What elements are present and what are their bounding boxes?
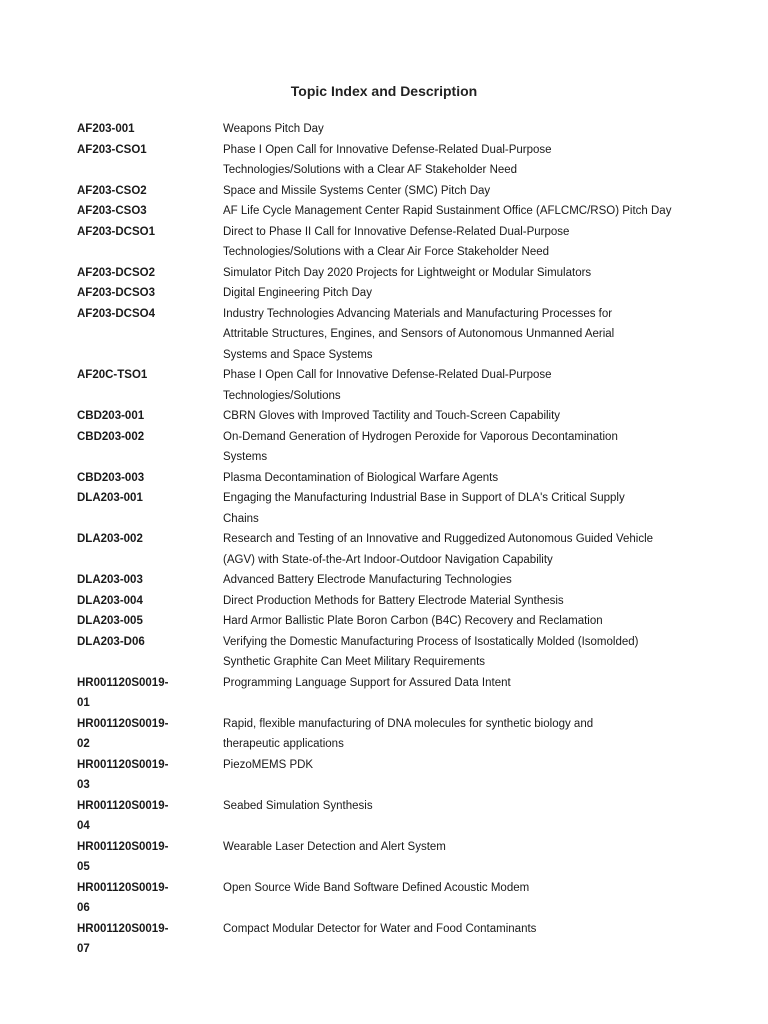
topic-description-line: Attritable Structures, Engines, and Sensors of Autonomous Unmanned Aerial	[223, 328, 615, 340]
topic-description	[223, 919, 717, 940]
topic-code-suffix: 07	[77, 943, 90, 955]
topic-description-line: Compact Modular Detector for Water and Food Contaminants	[223, 922, 537, 935]
topic-row	[77, 796, 717, 837]
topic-code-line: AF203-DCSO4	[77, 307, 155, 320]
topic-code-line: DLA203-002	[77, 533, 143, 545]
topic-code-line: DLA203-003	[77, 574, 143, 586]
topic-code-line: CBD203-001	[77, 410, 145, 422]
topic-description-line: Plasma Decontamination of Biological Warfare Agents	[223, 471, 499, 484]
topic-code	[77, 878, 223, 919]
topic-description-line: Verifying the Domestic Manufacturing Process of Isostatically Molded (Isomolded)	[223, 635, 639, 648]
topic-description	[223, 263, 717, 284]
topic-description-line: Direct to Phase II Call for Innovative Defense-Related Dual-Purpose	[223, 225, 570, 238]
topic-description	[223, 283, 717, 304]
topic-code	[77, 796, 223, 837]
topic-description-line: Synthetic Graphite Can Meet Military Requirements	[223, 656, 486, 668]
topic-description-line: Open Source Wide Band Software Defined Acoustic Modem	[223, 881, 530, 894]
topic-description-line: Engaging the Manufacturing Industrial Base in Support of DLA's Critical Supply	[223, 492, 625, 504]
topic-code	[77, 755, 223, 796]
topic-code-line: AF203-DCSO1	[77, 225, 155, 238]
topic-description-line: Technologies/Solutions with a Clear Air Force Stakeholder Need	[223, 246, 550, 258]
topic-code-suffix: 04	[77, 820, 90, 832]
topic-description-line: On-Demand Generation of Hydrogen Peroxide for Vaporous Decontamination	[223, 430, 618, 443]
topic-code	[77, 140, 223, 161]
topic-code	[77, 181, 223, 202]
topic-description	[223, 673, 717, 694]
topic-description-line: Technologies/Solutions with a Clear AF Stakeholder Need	[223, 164, 518, 176]
topic-description-line: CBRN Gloves with Improved Tactility and Touch-Screen Capability	[223, 410, 561, 422]
topic-description	[223, 611, 717, 632]
topic-code-line: HR001120S0019-	[77, 922, 169, 935]
topic-row	[77, 591, 717, 612]
topic-description-line: Seabed Simulation Synthesis	[223, 799, 373, 812]
topic-description	[223, 837, 717, 858]
topic-code-line: AF203-CSO3	[77, 205, 147, 217]
topic-code-suffix: 02	[77, 738, 90, 750]
topic-code-line: HR001120S0019-	[77, 840, 169, 853]
topic-code	[77, 529, 223, 550]
topic-description	[223, 406, 717, 427]
topic-code	[77, 570, 223, 591]
topic-description	[223, 591, 717, 612]
topic-code-line: DLA203-004	[77, 594, 143, 607]
topic-description	[223, 468, 717, 489]
topic-code	[77, 611, 223, 632]
topic-description-line: Space and Missile Systems Center (SMC) Pitch Day	[223, 184, 491, 197]
topic-description-line: Weapons Pitch Day	[223, 123, 324, 135]
topic-row	[77, 140, 717, 181]
topic-code-line: CBD203-002	[77, 430, 145, 443]
topic-description	[223, 201, 717, 222]
topic-code-line: DLA203-005	[77, 615, 143, 627]
topic-description-line: Rapid, flexible manufacturing of DNA molecules for synthetic biology and	[223, 717, 594, 730]
topic-code	[77, 591, 223, 612]
topic-code-line: DLA203-D06	[77, 635, 145, 648]
topic-index-list	[77, 119, 717, 960]
topic-description	[223, 304, 717, 366]
topic-description	[223, 222, 717, 263]
topic-row	[77, 673, 717, 714]
topic-row	[77, 714, 717, 755]
topic-code-line: DLA203-001	[77, 492, 143, 504]
topic-code-line: AF20C-TSO1	[77, 369, 148, 381]
topic-code	[77, 488, 223, 509]
topic-description	[223, 181, 717, 202]
topic-description-line: PiezoMEMS PDK	[223, 758, 314, 771]
topic-code-line: HR001120S0019-	[77, 799, 169, 812]
topic-code	[77, 304, 223, 325]
topic-row	[77, 201, 717, 222]
topic-code	[77, 837, 223, 878]
topic-code	[77, 283, 223, 304]
topic-description-line: Hard Armor Ballistic Plate Boron Carbon (B4C) Recovery and Reclamation	[223, 615, 603, 627]
topic-row	[77, 119, 717, 140]
topic-code	[77, 201, 223, 222]
topic-description	[223, 570, 717, 591]
topic-code-line: CBD203-003	[77, 471, 145, 484]
topic-code-line: AF203-DCSO2	[77, 266, 155, 279]
topic-description	[223, 365, 717, 406]
topic-description	[223, 755, 717, 776]
topic-description-line: Phase I Open Call for Innovative Defense-Related Dual-Purpose	[223, 369, 552, 381]
topic-description	[223, 632, 717, 673]
topic-description-line: Research and Testing of an Innovative and Ruggedized Autonomous Guided Vehicle	[223, 533, 654, 545]
topic-row	[77, 570, 717, 591]
topic-description	[223, 878, 717, 899]
topic-description-line: AF Life Cycle Management Center Rapid Sustainment Office (AFLCMC/RSO) Pitch Day	[223, 205, 672, 217]
topic-row	[77, 365, 717, 406]
topic-code-suffix: 01	[77, 697, 90, 709]
topic-code	[77, 263, 223, 284]
topic-code	[77, 468, 223, 489]
topic-row	[77, 755, 717, 796]
topic-code	[77, 919, 223, 960]
topic-code	[77, 714, 223, 755]
topic-row	[77, 632, 717, 673]
topic-row	[77, 283, 717, 304]
topic-description-line: Chains	[223, 512, 259, 525]
topic-code-suffix: 03	[77, 779, 90, 791]
topic-description-line: Industry Technologies Advancing Materials and Manufacturing Processes for	[223, 307, 613, 320]
topic-description-line: Systems	[223, 451, 268, 463]
topic-description-line: Digital Engineering Pitch Day	[223, 287, 372, 299]
topic-row	[77, 529, 717, 570]
topic-code	[77, 632, 223, 653]
topic-description	[223, 714, 717, 755]
topic-code	[77, 427, 223, 448]
topic-row	[77, 263, 717, 284]
topic-row	[77, 611, 717, 632]
topic-code-line: HR001120S0019-	[77, 881, 169, 894]
topic-description-line: (AGV) with State-of-the-Art Indoor-Outdoor Navigation Capability	[223, 553, 553, 566]
topic-description-line: Programming Language Support for Assured Data Intent	[223, 676, 511, 689]
topic-description	[223, 796, 717, 817]
topic-description-line: Wearable Laser Detection and Alert System	[223, 840, 446, 853]
topic-row	[77, 181, 717, 202]
topic-description	[223, 427, 717, 468]
topic-code-suffix: 06	[77, 902, 90, 914]
topic-code	[77, 365, 223, 386]
topic-description-line: Advanced Battery Electrode Manufacturing Technologies	[223, 574, 512, 586]
topic-code	[77, 406, 223, 427]
topic-code-line: HR001120S0019-	[77, 758, 169, 771]
topic-description-line: Simulator Pitch Day 2020 Projects for Lightweight or Modular Simulators	[223, 266, 592, 279]
topic-description-line: Direct Production Methods for Battery Electrode Material Synthesis	[223, 594, 564, 607]
topic-code-suffix: 05	[77, 861, 90, 873]
topic-code	[77, 673, 223, 714]
topic-code	[77, 222, 223, 243]
topic-row	[77, 222, 717, 263]
topic-row	[77, 304, 717, 366]
topic-code	[77, 119, 223, 140]
topic-code-line: HR001120S0019-	[77, 676, 169, 689]
topic-description-line: Phase I Open Call for Innovative Defense-Related Dual-Purpose	[223, 143, 552, 156]
topic-row	[77, 878, 717, 919]
topic-description	[223, 119, 717, 140]
topic-description	[223, 488, 717, 529]
topic-row	[77, 919, 717, 960]
topic-code-line: AF203-CSO2	[77, 184, 147, 197]
topic-description-line: Systems and Space Systems	[223, 348, 373, 361]
topic-row	[77, 427, 717, 468]
topic-description-line: Technologies/Solutions	[223, 389, 341, 402]
topic-row	[77, 837, 717, 878]
topic-row	[77, 406, 717, 427]
topic-code-line: AF203-DCSO3	[77, 287, 155, 299]
page-title: Topic Index and Description	[290, 83, 478, 99]
topic-row	[77, 468, 717, 489]
topic-row	[77, 488, 717, 529]
topic-description	[223, 140, 717, 181]
topic-code-line: HR001120S0019-	[77, 717, 169, 730]
topic-description-line: therapeutic applications	[223, 738, 344, 750]
topic-description	[223, 529, 717, 570]
topic-code-line: AF203-001	[77, 123, 135, 135]
topic-code-line: AF203-CSO1	[77, 143, 147, 156]
